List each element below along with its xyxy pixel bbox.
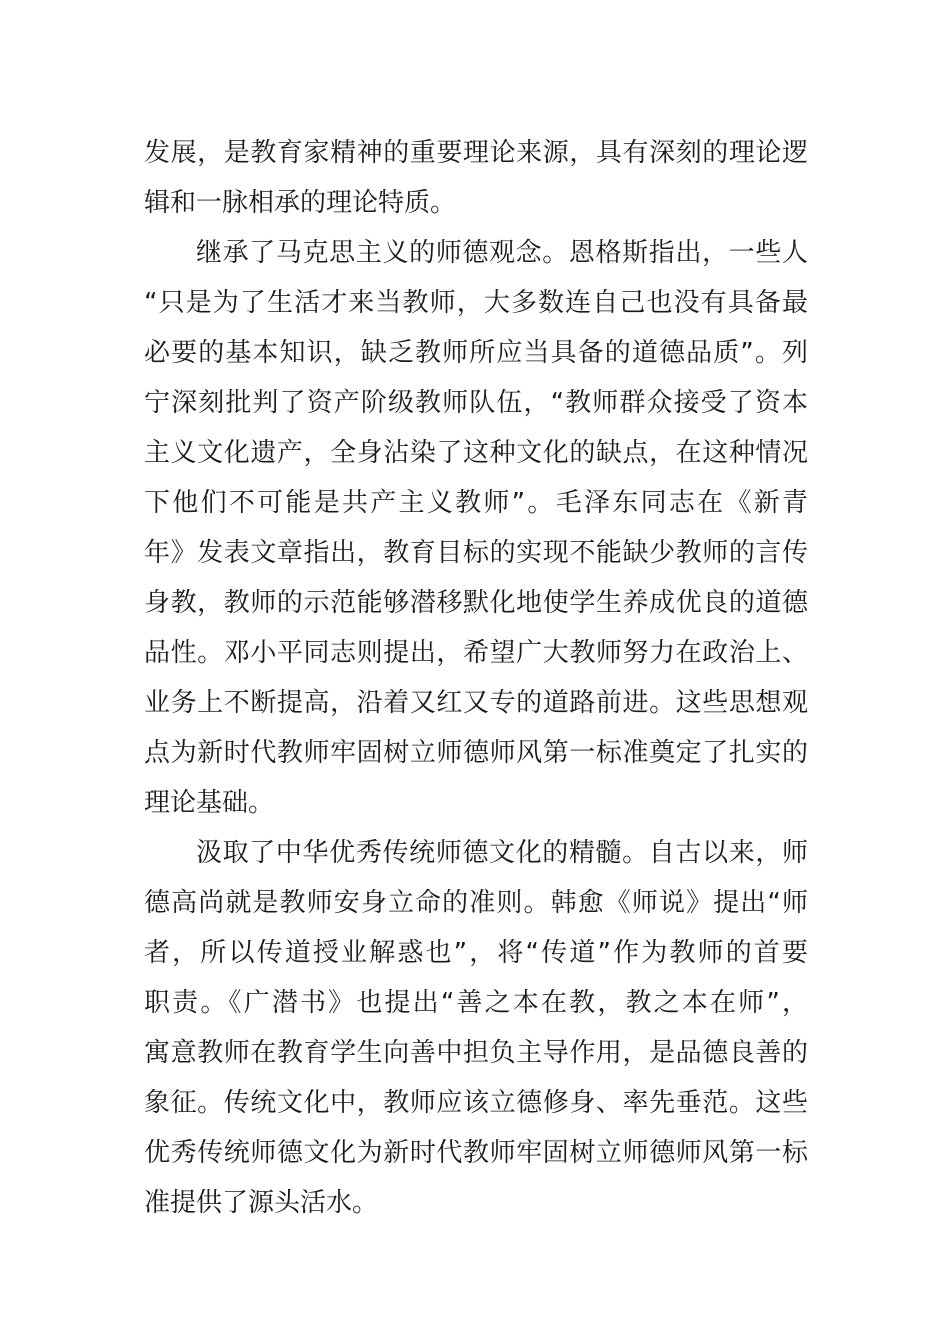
text-line: 品性。邓小平同志则提出，希望广大教师努力在政治上、 (144, 638, 808, 668)
text-line: 发展，是教育家精神的重要理论来源，具有深刻的理论逻 (144, 138, 808, 168)
text-line: 辑和一脉相承的理论特质。 (144, 188, 457, 218)
text-line: 汲取了中华优秀传统师德文化的精髓。自古以来，师 (196, 838, 808, 868)
text-line: “只是为了生活才来当教师，大多数连自己也没有具备最 (144, 288, 808, 318)
text-line: 寓意教师在教育学生向善中担负主导作用，是品德良善的 (144, 1038, 808, 1068)
paragraph (144, 228, 808, 828)
text-line: 准提供了源头活水。 (144, 1188, 379, 1218)
text-line: 职责。《广潜书》也提出“善之本在教，教之本在师”， (144, 988, 808, 1018)
text-line: 宁深刻批判了资产阶级教师队伍，“教师群众接受了资本 (144, 388, 808, 418)
text-line: 德高尚就是教师安身立命的准则。韩愈《师说》提出“师 (144, 888, 808, 918)
text-line: 身教，教师的示范能够潜移默化地使学生养成优良的道德 (144, 588, 808, 618)
text-line: 者，所以传道授业解惑也”，将“传道”作为教师的首要 (144, 938, 808, 968)
text-line: 继承了马克思主义的师德观念。恩格斯指出，一些人 (196, 238, 808, 268)
text-line: 点为新时代教师牢固树立师德师风第一标准奠定了扎实的 (144, 738, 808, 768)
text-line: 优秀传统师德文化为新时代教师牢固树立师德师风第一标 (144, 1138, 808, 1168)
text-line: 业务上不断提高，沿着又红又专的道路前进。这些思想观 (144, 688, 808, 718)
paragraph (144, 128, 808, 228)
text-line: 理论基础。 (144, 788, 275, 818)
text-line: 象征。传统文化中，教师应该立德修身、率先垂范。这些 (144, 1088, 808, 1118)
paragraph (144, 828, 808, 1228)
text-line: 年》发表文章指出，教育目标的实现不能缺少教师的言传 (144, 538, 808, 568)
document-body (144, 128, 808, 1228)
text-line: 必要的基本知识，缺乏教师所应当具备的道德品质”。列 (144, 338, 808, 368)
text-line: 下他们不可能是共产主义教师”。毛泽东同志在《新青 (144, 488, 808, 518)
text-line: 主义文化遗产，全身沾染了这种文化的缺点，在这种情况 (144, 438, 808, 468)
